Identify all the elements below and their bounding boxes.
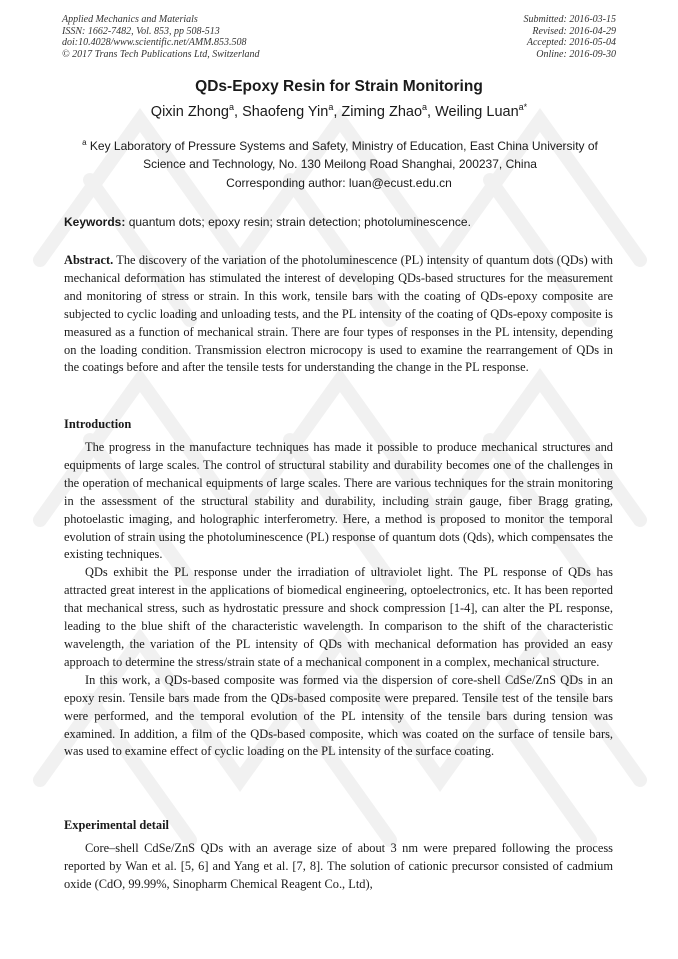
- journal-name: Applied Mechanics and Materials: [62, 14, 198, 25]
- experimental-paragraph: Core–shell CdSe/ZnS QDs with an average size of about 3 nm were prepared following the process reported by Wan et al. [5, 6] and Yang et al. [7, 8]. The solution of cationic precursor consisted of cadmium oxide (CdO, 99.99%, Sinopharm Chemical Reagent Co., Ltd),: [64, 841, 613, 891]
- keywords-text: quantum dots; epoxy resin; strain detection; photoluminescence.: [128, 215, 471, 229]
- abstract-label: Abstract.: [64, 253, 114, 267]
- introduction-paragraph: The progress in the manufacture techniques has made it possible to produce mechanical structures and equipments of large scales. The control of structural stability and durability becomes one of the challenges in the operation of mechanical equipments of large scales. There are various techniques for the strain monitoring in the assessment of the structural stability and durability, including strain gauge, fiber Bragg grating, photoelastic imaging, and holographic interferometry. Here, a method is proposed to monitor the temporal evolution of strain using the photoluminescence (PL) response of quantum dots (Qds), which compensates the existing techniques.: [64, 440, 613, 562]
- author-name: Weiling Luan: [435, 103, 519, 120]
- author-affiliation-mark: a*: [518, 102, 528, 112]
- journal-info: [62, 14, 260, 60]
- author-name: Ziming Zhao: [341, 103, 423, 120]
- abstract-text: The discovery of the variation of the photoluminescence (PL) intensity of quantum dots (QDs) with mechanical deformation has stimulated the interest of developing QDs-based structures for the measurement and monitoring of stress or strain. In this work, tensile bars with the coating of QDs-epoxy composite are subjected to cyclic loading and unloading tests, and the PL intensity of the coating of QDs-epoxy composite is measured as a function of mechanical strain. There are four types of responses in the PL intensity, depending on the loading condition. Transmission electron microcopy is used to examine the rearrangement of QDs in the coatings before and after the tensile tests for understanding the change in the PL response.: [64, 253, 613, 375]
- affiliation-text: Key Laboratory of Pressure Systems and Safety, Ministry of Education, East China University of Science and Technology, No. 130 Meilong Road Shanghai, 200237, China: [89, 139, 598, 171]
- date-online: Online: 2016-09-30: [536, 48, 616, 60]
- author-name: Shaofeng Yin: [242, 103, 329, 120]
- keywords-label: Keywords:: [64, 215, 126, 229]
- author-separator: ,: [333, 103, 342, 120]
- author-separator: ,: [234, 103, 243, 120]
- experimental-section: [64, 840, 613, 894]
- author-name: Qixin Zhong: [150, 103, 229, 120]
- journal-doi: doi:10.4028/www.scientific.net/AMM.853.508: [62, 37, 247, 48]
- corresponding-author: Corresponding author: luan@ecust.edu.cn: [226, 176, 452, 190]
- affiliation-mark: a: [82, 138, 87, 147]
- date-accepted: Accepted: 2016-05-04: [526, 37, 616, 48]
- experimental-heading: Experimental detail: [64, 818, 169, 832]
- journal-issn: ISSN: 1662-7482, Vol. 853, pp 508-513: [62, 25, 220, 37]
- abstract: [64, 252, 613, 377]
- journal-copyright: © 2017 Trans Tech Publications Ltd, Switzerland: [62, 48, 260, 60]
- affiliation: [80, 134, 600, 173]
- paper-title: QDs-Epoxy Resin for Strain Monitoring: [195, 78, 483, 95]
- submission-dates: [524, 14, 617, 60]
- author-affiliation-mark: a: [328, 102, 334, 112]
- introduction-paragraph: In this work, a QDs-based composite was formed via the dispersion of core-shell CdSe/ZnS QDs in an epoxy resin. Tensile bars made from the QDs-based composite were prepared. Tensile test of the tensile bars were performed, and the temporal evolution of the PL intensity of the tensile bars during tension was examined. In addition, a film of the QDs-based composite, which was coated on the surface of tensile bars, was used to examine effect of cyclic loading on the PL intensity of the surface coating.: [64, 672, 613, 759]
- introduction-section: [64, 439, 613, 761]
- author-affiliation-mark: a: [228, 102, 234, 112]
- date-revised: Revised: 2016-04-29: [532, 25, 616, 37]
- keywords: [64, 215, 614, 229]
- introduction-paragraph: QDs exhibit the PL response under the irradiation of ultraviolet light. The PL response of QDs has attracted great interest in the applications of biomedical engineering, optoelectronics, etc. It has been reported that mechanical stress, such as hydrostatic pressure and shock compression [1-4], can alter the PL response, leading to the blue shift of the characteristic wavelength. In comparison to the shift of the characteristic wavelength, the variation of the PL intensity of QDs with mechanical deformation has provided an easy approach to determine the stress/strain state of a mechanical component in a complex, mechanical structure.: [64, 565, 613, 669]
- author-affiliation-mark: a: [422, 102, 428, 112]
- author-separator: ,: [427, 103, 436, 120]
- date-submitted: Submitted: 2016-03-15: [523, 14, 616, 25]
- introduction-heading: Introduction: [64, 417, 132, 431]
- author-list: [0, 102, 678, 120]
